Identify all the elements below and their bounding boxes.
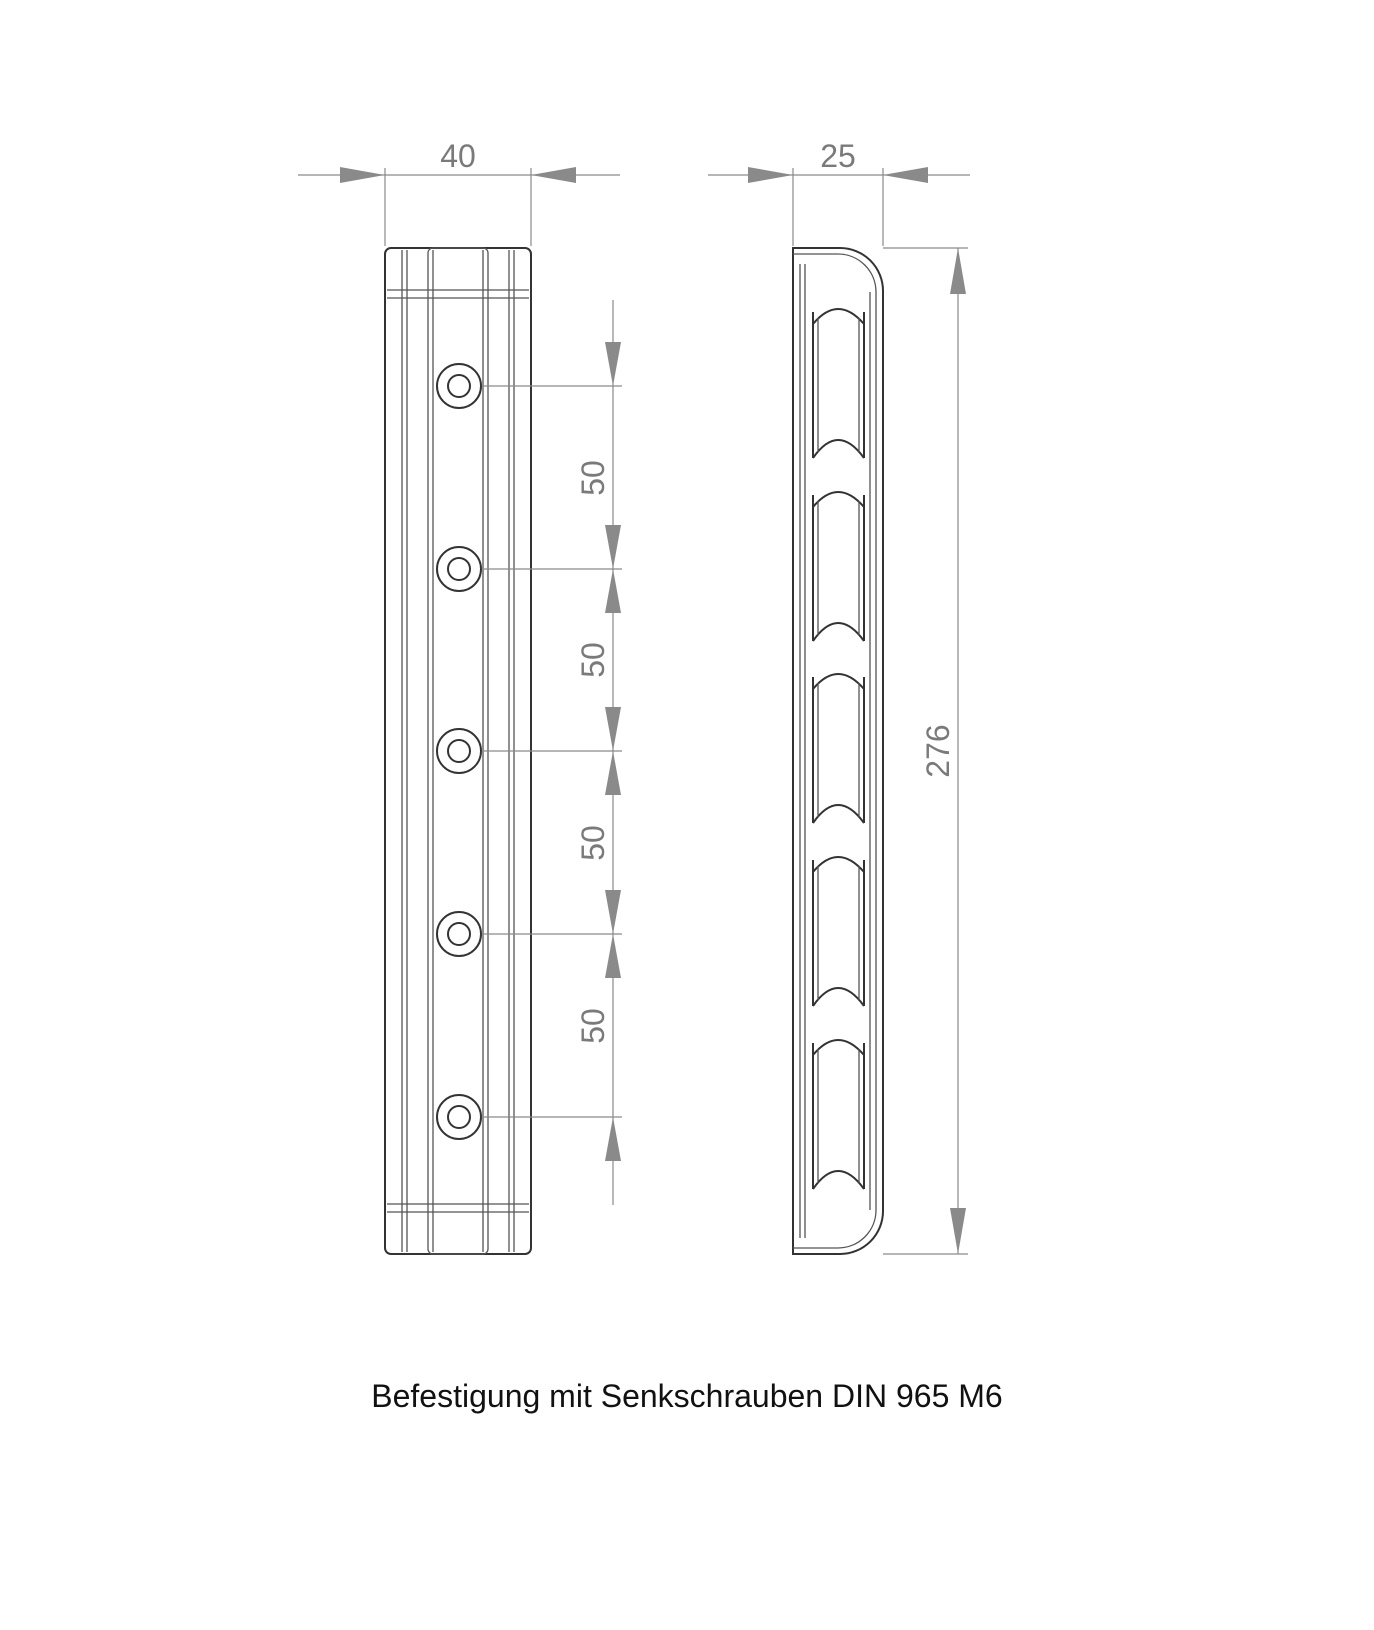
screw-hole: [437, 547, 481, 591]
spacing-label: 50: [575, 460, 611, 496]
sheave: [813, 1040, 864, 1189]
sheave: [813, 857, 864, 1006]
sheave: [813, 674, 864, 823]
width-dimension-label: 40: [440, 138, 476, 174]
length-dimension: [883, 248, 968, 1254]
depth-dimension-label: 25: [820, 138, 856, 174]
screw-hole: [437, 729, 481, 773]
spacing-label: 50: [575, 825, 611, 861]
width-dimension: [298, 138, 620, 246]
side-view: [793, 248, 883, 1254]
screw-hole: [437, 364, 481, 408]
spacing-label: 50: [575, 1008, 611, 1044]
sheave: [813, 309, 864, 458]
depth-dimension: [708, 138, 970, 246]
length-dimension-label: 276: [920, 724, 956, 778]
screw-hole: [437, 912, 481, 956]
screw-hole: [437, 1095, 481, 1139]
sheave: [813, 492, 864, 641]
spacing-dimension-chain: [483, 300, 622, 1205]
spacing-label: 50: [575, 642, 611, 678]
drawing-caption: Befestigung mit Senkschrauben DIN 965 M6: [371, 1378, 1003, 1414]
